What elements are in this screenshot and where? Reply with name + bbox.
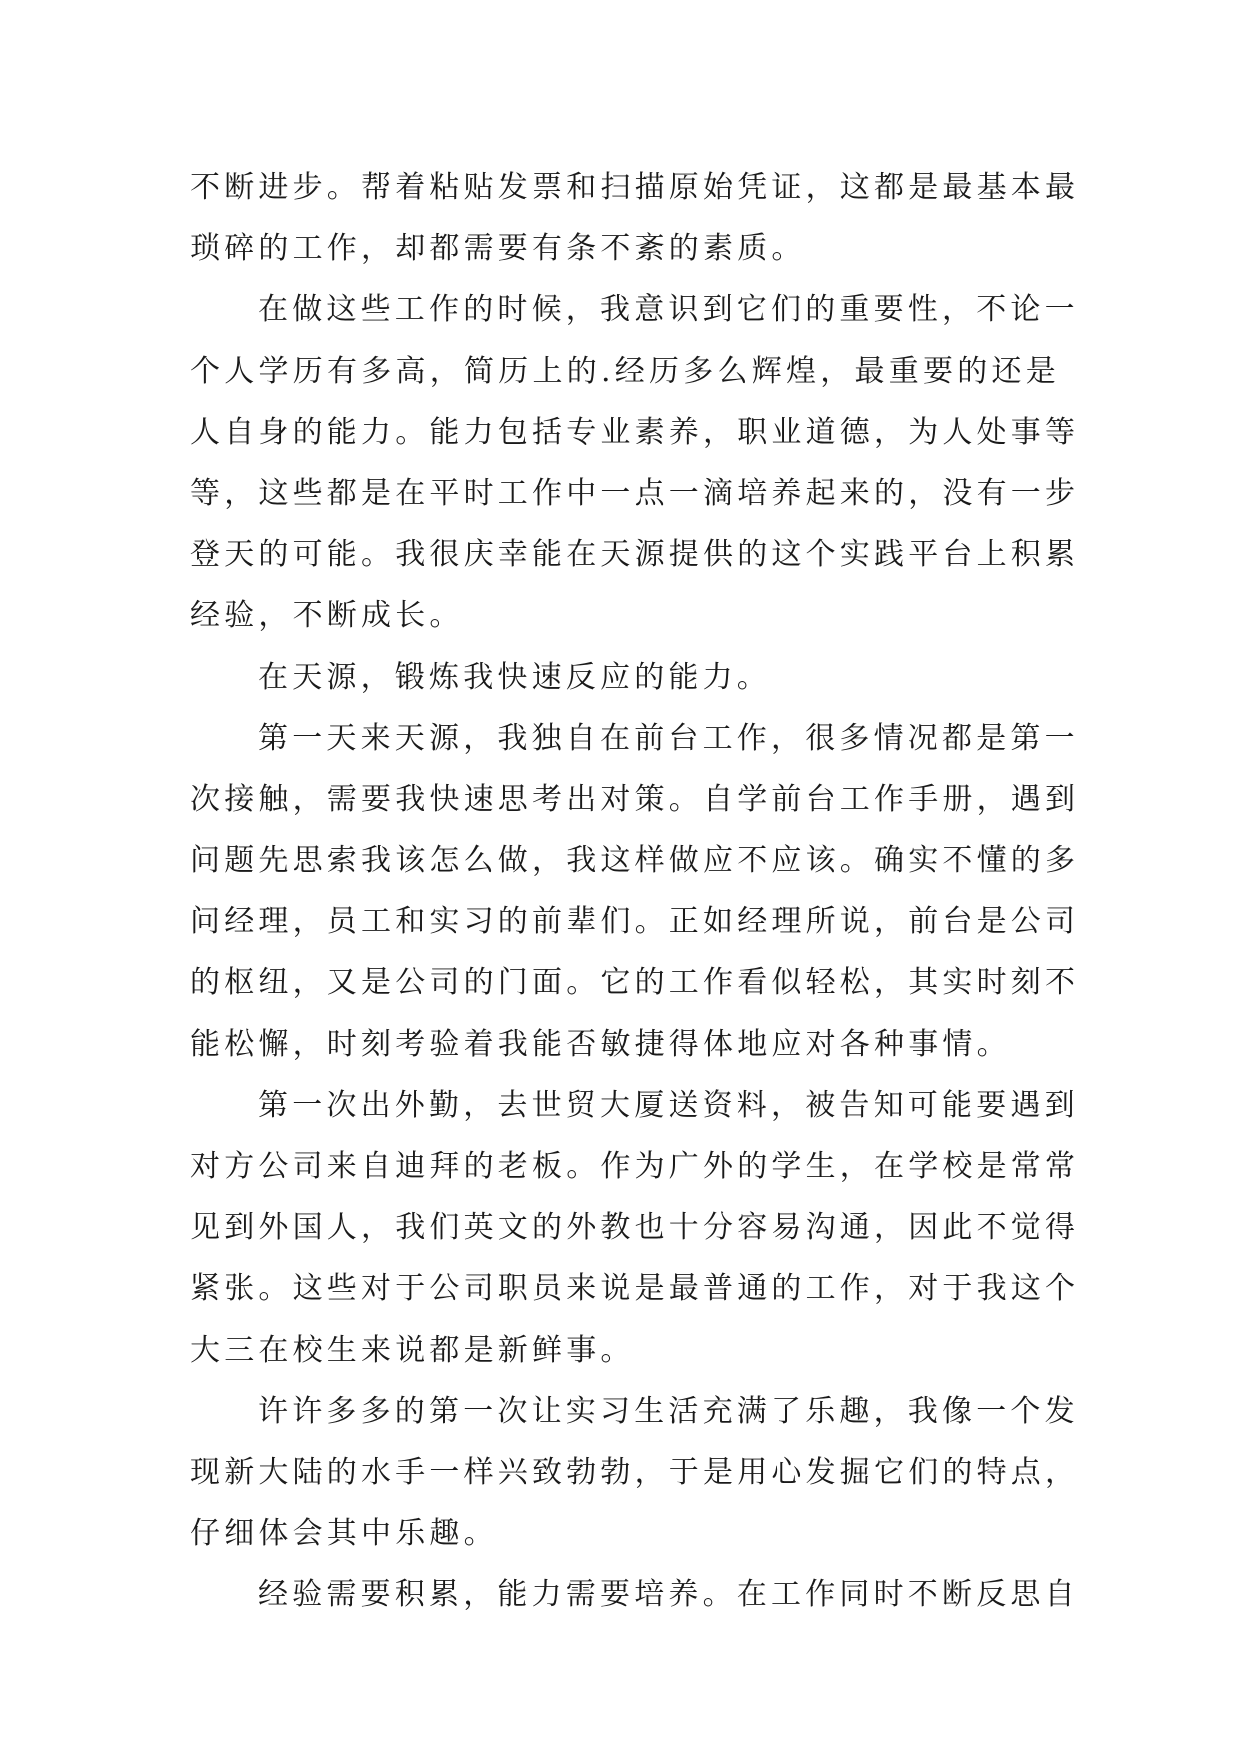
- text-line: 许许多多的第一次让实习生活充满了乐趣，我像一个发: [258, 1393, 1079, 1429]
- text-line: 见到外国人，我们英文的外教也十分容易沟通，因此不觉得: [190, 1210, 1080, 1246]
- text-line: 问题先思索我该怎么做，我这样做应不应该。确实不懂的多: [190, 843, 1080, 879]
- text-line: 问经理，员工和实习的前辈们。正如经理所说，前台是公司: [190, 904, 1080, 940]
- text-line: 经验，不断成长。: [190, 598, 464, 634]
- text-line: 在天源，锻炼我快速反应的能力。: [258, 659, 771, 695]
- text-line: 第一次出外勤，去世贸大厦送资料，被告知可能要遇到: [258, 1087, 1079, 1123]
- text-line: 次接触，需要我快速思考出对策。自学前台工作手册，遇到: [190, 781, 1080, 817]
- text-line: 对方公司来自迪拜的老板。作为广外的学生，在学校是常常: [190, 1149, 1080, 1184]
- text-line: 能松懈，时刻考验着我能否敏捷得体地应对各种事情。: [190, 1026, 1011, 1062]
- text-line: 经验需要积累，能力需要培养。在工作同时不断反思自: [258, 1577, 1079, 1613]
- text-line: 个人学历有多高，简历上的.经历多么辉煌，最重要的还是: [190, 353, 1060, 389]
- text-line: 现新大陆的水手一样兴致勃勃，于是用心发掘它们的特点，: [190, 1454, 1080, 1490]
- text-line: 的枢纽，又是公司的门面。它的工作看似轻松，其实时刻不: [190, 965, 1080, 1001]
- text-line: 登天的可能。我很庆幸能在天源提供的这个实践平台上积累: [190, 537, 1080, 573]
- text-line: 仔细体会其中乐趣。: [190, 1516, 498, 1552]
- text-line: 等，这些都是在平时工作中一点一滴培养起来的，没有一步: [190, 475, 1080, 511]
- text-line: 人自身的能力。能力包括专业素养，职业道德，为人处事等: [190, 414, 1080, 450]
- text-line: 琐碎的工作，却都需要有条不紊的素质。: [190, 231, 806, 267]
- text-line: 不断进步。帮着粘贴发票和扫描原始凭证，这都是最基本最: [190, 170, 1080, 205]
- text-line: 在做这些工作的时候，我意识到它们的重要性，不论一: [258, 292, 1079, 328]
- text-line: 大三在校生来说都是新鲜事。: [190, 1332, 635, 1368]
- text-line: 第一天来天源，我独自在前台工作，很多情况都是第一: [258, 720, 1079, 756]
- document-body: [190, 157, 1080, 1626]
- text-line: 紧张。这些对于公司职员来说是最普通的工作，对于我这个: [190, 1271, 1080, 1307]
